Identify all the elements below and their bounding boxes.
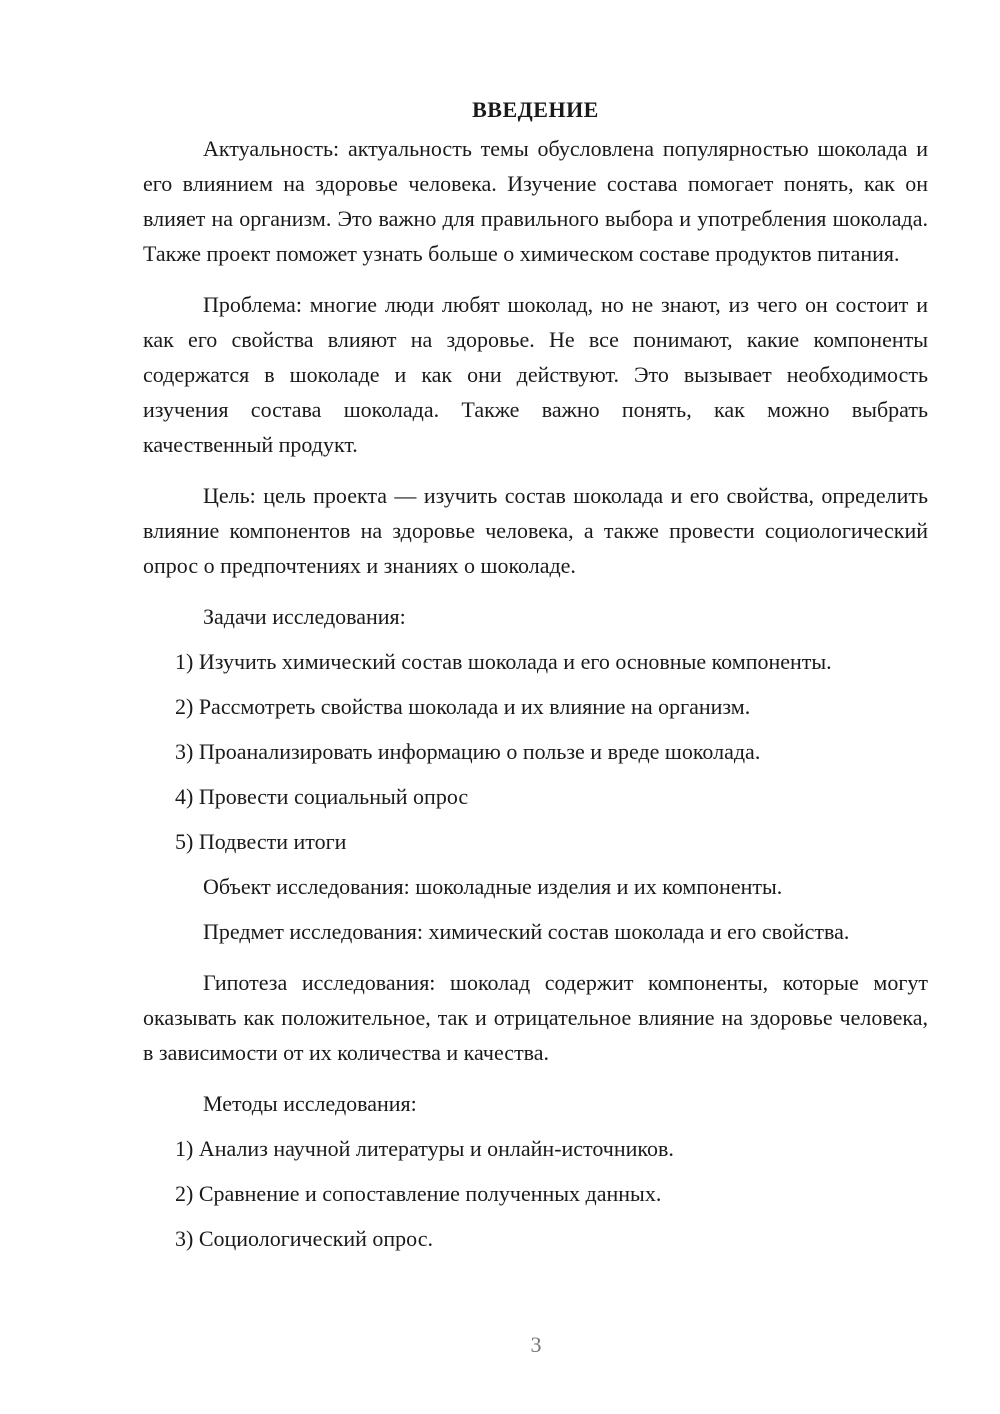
tasks-label: Задачи исследования: [203,604,406,629]
tasks-list [143,644,928,859]
page-number: 3 [530,1332,542,1357]
methods-list [143,1131,928,1256]
subject-paragraph: Предмет исследования: химический состав шоколада и его свойства. [203,919,850,944]
list-item: 3) Социологический опрос. [175,1226,433,1251]
object-paragraph: Объект исследования: шоколадные изделия и их компоненты. [203,874,783,899]
methods-label: Методы исследования: [203,1091,417,1116]
list-item: 1) Изучить химический состав шоколада и его основные компоненты. [175,649,832,674]
list-item: 1) Анализ научной литературы и онлайн-источников. [175,1136,674,1161]
list-item: 2) Сравнение и сопоставление полученных данных. [175,1181,662,1206]
document-page [143,92,928,1266]
list-item: 5) Подвести итоги [175,829,347,854]
relevance-paragraph: Актуальность: актуальность темы обусловлена популярностью шоколада и его влиянием на здоровье человека. Изучение состава помогает понять, как он влияет на организм. Это важно для правильного выбора и употребления шоколада. Также проект поможет узнать больше о химическом составе продуктов питания. [143,136,928,266]
list-item: 4) Провести социальный опрос [175,784,469,809]
page-title: ВВЕДЕНИЕ [472,97,599,122]
hypothesis-paragraph: Гипотеза исследования: шоколад содержит компоненты, которые могут оказывать как положительное, так и отрицательное влияние на здоровье человека, в зависимости от их количества и качества. [143,970,928,1065]
problem-paragraph: Проблема: многие люди любят шоколад, но не знают, из чего он состоит и как его свойства влияют на здоровье. Не все понимают, какие компоненты содержатся в шоколаде и как они действуют. Это вызывает необходимость изучения состава шоколада. Также важно понять, как можно выбрать качественный продукт. [143,292,928,457]
list-item: 3) Проанализировать информацию о пользе и вреде шоколада. [175,739,761,764]
list-item: 2) Рассмотреть свойства шоколада и их влияние на организм. [175,694,751,719]
goal-paragraph: Цель: цель проекта — изучить состав шоколада и его свойства, определить влияние компонентов на здоровье человека, а также провести социологический опрос о предпочтениях и знаниях о шоколаде. [143,483,928,578]
